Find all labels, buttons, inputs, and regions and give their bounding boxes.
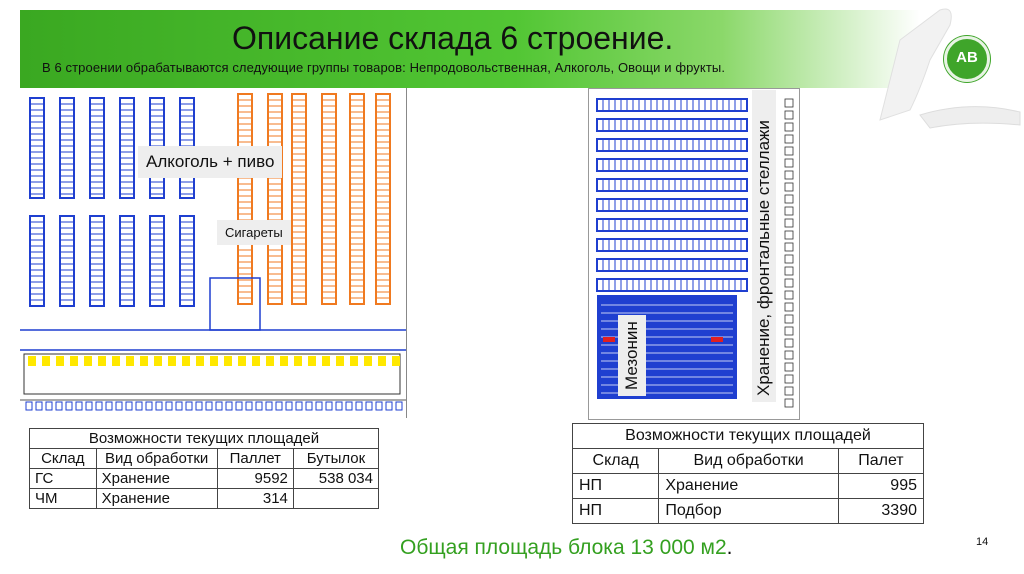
cigarettes-zone-label: Сигареты bbox=[217, 220, 291, 245]
table-row bbox=[30, 489, 379, 509]
table-row bbox=[573, 499, 924, 524]
rack bbox=[597, 279, 747, 291]
table-header: Склад bbox=[573, 449, 659, 474]
table-cell: ЧМ bbox=[30, 489, 97, 509]
table-cell: 538 034 bbox=[293, 469, 378, 489]
table-cell: Хранение bbox=[96, 469, 217, 489]
warehouse-plan-left bbox=[20, 88, 407, 418]
rack bbox=[376, 94, 390, 304]
rack bbox=[60, 216, 74, 306]
rack bbox=[90, 98, 104, 198]
blue-racks bbox=[30, 98, 194, 306]
rack bbox=[597, 99, 747, 111]
rack bbox=[597, 119, 747, 131]
table-caption: Возможности текущих площадей bbox=[30, 429, 379, 449]
hands-decoration-icon bbox=[860, 0, 1024, 140]
plan-lines bbox=[20, 278, 406, 410]
table-row bbox=[30, 469, 379, 489]
table-caption: Возможности текущих площадей bbox=[573, 424, 924, 449]
rack bbox=[597, 239, 747, 251]
rack bbox=[60, 98, 74, 198]
rack bbox=[120, 216, 134, 306]
rack bbox=[322, 94, 336, 304]
total-area-note: Общая площадь блока 13 000 м2. bbox=[400, 536, 733, 559]
page-number: 14 bbox=[976, 536, 989, 548]
table-header: Бутылок bbox=[293, 449, 378, 469]
rack bbox=[120, 98, 134, 198]
table-header: Вид обработки bbox=[96, 449, 217, 469]
company-logo: АВ bbox=[944, 36, 990, 82]
table-header: Склад bbox=[30, 449, 97, 469]
table-cell: Хранение bbox=[659, 474, 838, 499]
alcohol-zone-label: Алкоголь + пиво bbox=[138, 146, 282, 178]
table-cell: 314 bbox=[217, 489, 293, 509]
rack bbox=[597, 219, 747, 231]
rack bbox=[597, 139, 747, 151]
table-header: Вид обработки bbox=[659, 449, 838, 474]
rack bbox=[180, 216, 194, 306]
rack bbox=[30, 216, 44, 306]
mezzanine-zone-label: Мезонин bbox=[618, 315, 646, 396]
table-cell: НП bbox=[573, 474, 659, 499]
storage-zone-label: Хранение, фронтальные стеллажи bbox=[752, 90, 776, 402]
table-cell: Хранение bbox=[96, 489, 217, 509]
table-cell: 995 bbox=[838, 474, 923, 499]
rack bbox=[238, 94, 252, 304]
table-header: Паллет bbox=[217, 449, 293, 469]
table-cell: ГС bbox=[30, 469, 97, 489]
table-cell: НП bbox=[573, 499, 659, 524]
table-cell: Подбор bbox=[659, 499, 838, 524]
rack bbox=[350, 94, 364, 304]
rack bbox=[597, 199, 747, 211]
table-row bbox=[573, 474, 924, 499]
table-cell: 9592 bbox=[217, 469, 293, 489]
page-title: Описание склада 6 строение. bbox=[232, 20, 674, 56]
rack bbox=[597, 159, 747, 171]
table-cell: 3390 bbox=[838, 499, 923, 524]
page-subtitle: В 6 строении обрабатываются следующие группы товаров: Непродовольственная, Алкоголь, Овощи и фрукты. bbox=[42, 60, 726, 75]
rack bbox=[30, 98, 44, 198]
rack bbox=[597, 259, 747, 271]
capacity-table-right bbox=[572, 423, 924, 524]
table-cell bbox=[293, 489, 378, 509]
rack bbox=[150, 216, 164, 306]
rack bbox=[292, 94, 306, 304]
capacity-table-left bbox=[29, 428, 379, 509]
rack bbox=[597, 179, 747, 191]
rack bbox=[90, 216, 104, 306]
rack bbox=[268, 94, 282, 304]
orange-racks bbox=[238, 94, 390, 304]
table-header: Палет bbox=[838, 449, 923, 474]
